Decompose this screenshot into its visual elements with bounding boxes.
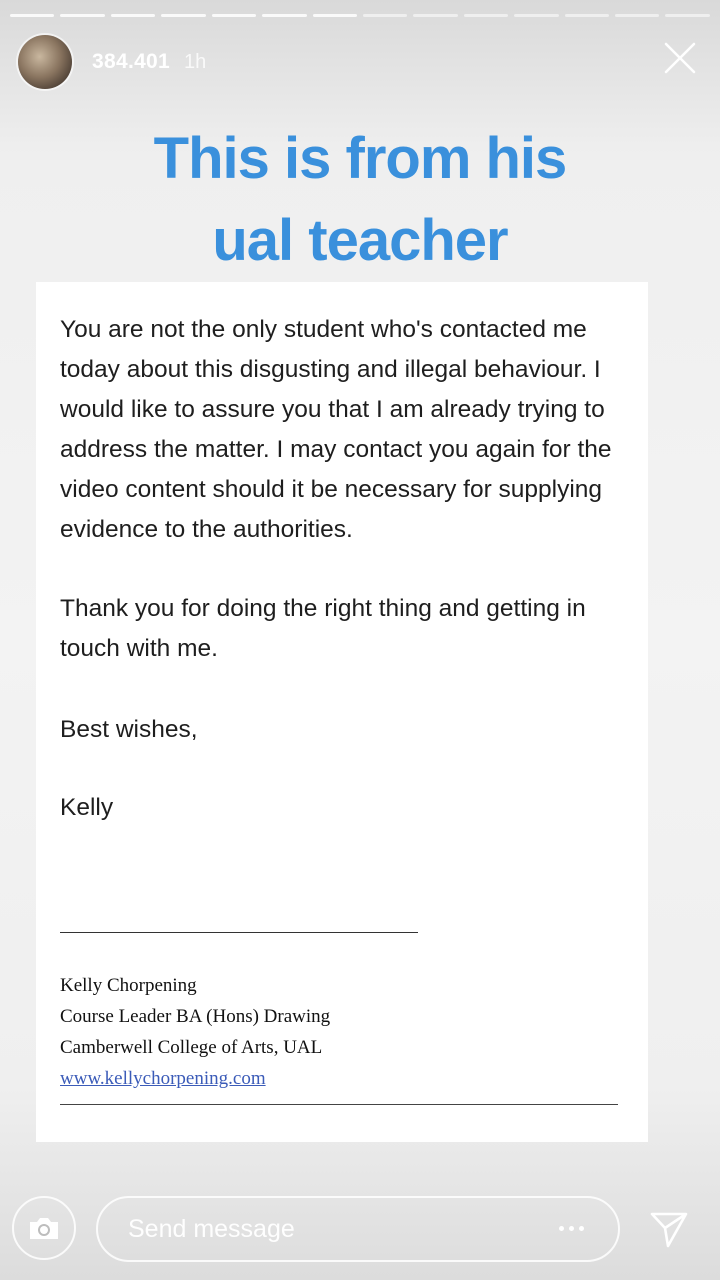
email-paragraph: Thank you for doing the right thing and getting in touch with me. [60, 595, 586, 662]
progress-segment [464, 14, 508, 17]
signature-divider [60, 932, 418, 933]
story-header [18, 34, 206, 90]
progress-segment [313, 14, 357, 17]
progress-segment [665, 14, 709, 17]
email-signature [60, 970, 330, 1094]
progress-segment [111, 14, 155, 17]
signature-bottom-divider [60, 1104, 618, 1105]
caption-line-2: ual teacher [212, 208, 508, 273]
camera-icon [27, 1214, 61, 1242]
email-closing: Best wishes, [60, 716, 198, 743]
progress-segment [363, 14, 407, 17]
progress-segment [413, 14, 457, 17]
send-button[interactable] [646, 1206, 692, 1252]
message-placeholder: Send message [128, 1214, 295, 1243]
email-sender-name: Kelly [60, 794, 114, 821]
post-time: 1h [184, 50, 207, 73]
story-progress-bar [10, 14, 710, 17]
story-caption [0, 118, 720, 282]
progress-segment [60, 14, 104, 17]
signature-role: Course Leader BA (Hons) Drawing [60, 1006, 331, 1027]
progress-segment [10, 14, 54, 17]
username[interactable]: 384.401 [92, 50, 171, 73]
send-message-input[interactable] [96, 1196, 620, 1262]
caption-line-1: This is from his [153, 126, 567, 191]
camera-button[interactable] [12, 1196, 76, 1260]
progress-segment [514, 14, 558, 17]
email-paragraph: You are not the only student who's contacted me today about this disgusting and illegal behaviour. I would like to assure you that I am already trying to address the matter. I may contact you again for the video content should it be necessary for supplying evidence to the authorities. [60, 316, 612, 543]
email-body [60, 310, 630, 828]
signature-name: Kelly Chorpening [60, 975, 197, 996]
more-icon[interactable] [559, 1226, 584, 1231]
send-icon [646, 1206, 692, 1252]
avatar[interactable] [18, 35, 72, 89]
close-icon [662, 40, 698, 76]
progress-segment [262, 14, 306, 17]
signature-website-link[interactable]: www.kellychorpening.com [60, 1068, 266, 1089]
progress-segment [161, 14, 205, 17]
progress-segment [565, 14, 609, 17]
email-screenshot [36, 282, 648, 1142]
progress-segment [615, 14, 659, 17]
story-footer [0, 1196, 720, 1264]
close-button[interactable] [662, 40, 698, 76]
progress-segment [212, 14, 256, 17]
signature-institution: Camberwell College of Arts, UAL [60, 1037, 323, 1058]
